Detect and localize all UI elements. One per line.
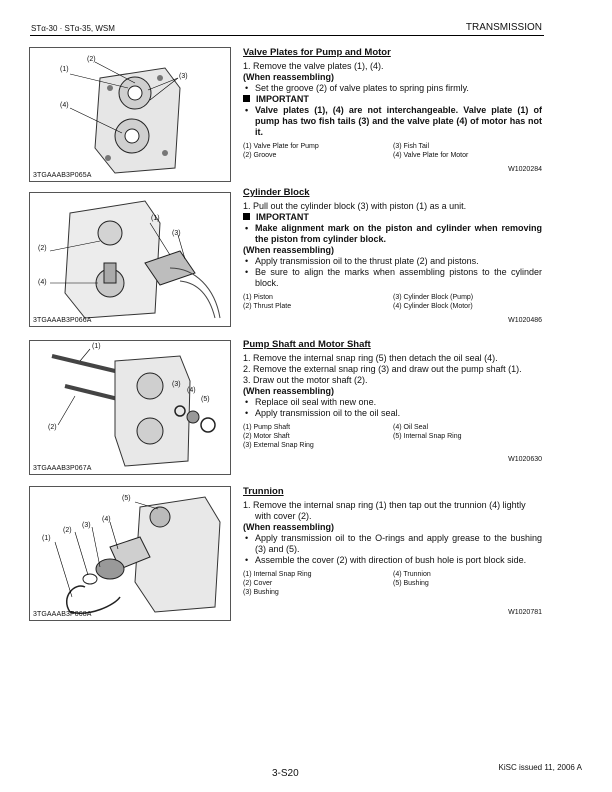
- legend: [243, 423, 542, 450]
- important-label: IMPORTANT: [256, 94, 309, 104]
- callout-1: (1): [60, 66, 69, 73]
- doc-code: W1020781: [508, 609, 542, 616]
- step-2: 2. Remove the external snap ring (3) and draw out the pump shaft (1).: [243, 364, 522, 374]
- section-trunnion: [243, 486, 542, 618]
- doc-code: W1020486: [508, 317, 542, 324]
- step-1: 1. Remove the valve plates (1), (4).: [243, 61, 384, 71]
- callout-2: (2): [87, 56, 96, 63]
- callout-5: (5): [122, 495, 131, 502]
- issue-info: KiSC issued 11, 2006 A: [498, 763, 582, 772]
- callout-3: (3): [82, 522, 91, 529]
- bullet: • Replace oil seal with new one.: [243, 397, 542, 408]
- important-label: IMPORTANT: [256, 212, 309, 222]
- legend-item: (1) Valve Plate for Pump: [243, 143, 319, 150]
- doc-code: W1020284: [508, 166, 542, 173]
- section-title: Trunnion: [243, 486, 284, 497]
- pump-shaft-illustration: [30, 341, 230, 474]
- reassembling-label: (When reassembling): [243, 72, 335, 82]
- bullet: • Apply transmission oil to the thrust plate (2) and pistons.: [243, 256, 542, 267]
- callout-3: (3): [172, 230, 181, 237]
- legend-item: (2) Cover: [243, 580, 273, 587]
- legend-item: (3) Fish Tail: [393, 143, 430, 150]
- legend-item: (4) Trunnion: [393, 571, 431, 578]
- bullet: • Set the groove (2) of valve plates to spring pins firmly.: [243, 83, 542, 94]
- legend-item: (4) Valve Plate for Motor: [393, 152, 469, 159]
- legend: [243, 142, 542, 160]
- section-cylinder-block: [243, 187, 542, 326]
- reassembling-label: (When reassembling): [243, 386, 335, 396]
- callout-2: (2): [38, 245, 47, 252]
- reassembling-label: (When reassembling): [243, 245, 335, 255]
- figure-id: 3TGAAAB3P067A: [33, 465, 92, 472]
- step-1: 1. Remove the internal snap ring (1) then tap out the trunnion (4) lightly with cover (2).: [243, 500, 526, 521]
- legend-item: [393, 588, 543, 597]
- page-number: 3-S20: [272, 768, 299, 779]
- section-title: Cylinder Block: [243, 187, 310, 198]
- legend: [243, 293, 542, 311]
- square-icon: [243, 95, 250, 102]
- header-right: TRANSMISSION: [465, 22, 542, 33]
- legend-item: (3) External Snap Ring: [243, 442, 314, 449]
- callout-3: (3): [179, 73, 188, 80]
- section-valve-plates: [243, 47, 542, 175]
- doc-code: W1020630: [508, 456, 542, 463]
- callout-4: (4): [38, 279, 47, 286]
- reassembling-label: (When reassembling): [243, 522, 335, 532]
- legend-item: (1) Pump Shaft: [243, 424, 291, 431]
- header-rule: [30, 35, 544, 36]
- legend-item: [393, 441, 543, 450]
- important-bullet: • Valve plates (1), (4) are not interchangeable. Valve plate (1) of pump has two fish tails (3) and the valve plate (4) of motor has not it.: [243, 105, 542, 138]
- step-3: 3. Draw out the motor shaft (2).: [243, 375, 368, 385]
- legend-item: (2) Motor Shaft: [243, 433, 290, 440]
- square-icon: [243, 213, 250, 220]
- important-heading: [243, 94, 542, 105]
- legend-item: (2) Groove: [243, 152, 277, 159]
- callout-2: (2): [48, 424, 57, 431]
- header-left: STα-30 · STα-35, WSM: [31, 24, 115, 33]
- section-title: Valve Plates for Pump and Motor: [243, 47, 391, 58]
- section-pump-motor-shaft: [243, 339, 542, 465]
- callout-4: (4): [187, 387, 196, 394]
- figure-id: 3TGAAAB3P065A: [33, 172, 92, 179]
- section-title: Pump Shaft and Motor Shaft: [243, 339, 371, 350]
- important-bullet: • Make alignment mark on the piston and cylinder when removing the piston from cylinder block.: [243, 223, 542, 245]
- figure-id: 3TGAAAB3P068A: [33, 611, 92, 618]
- legend-item: (4) Cylinder Block (Motor): [393, 303, 473, 310]
- callout-1: (1): [92, 343, 101, 350]
- legend-item: (1) Internal Snap Ring: [243, 571, 312, 578]
- legend-item: (1) Piston: [243, 294, 273, 301]
- legend-item: (5) Bushing: [393, 580, 429, 587]
- callout-5: (5): [201, 396, 210, 403]
- legend-item: (3) Cylinder Block (Pump): [393, 294, 474, 301]
- bullet: • Apply transmission oil to the O-rings and apply grease to the bushing (3) and (5).: [243, 533, 542, 555]
- legend-item: (3) Bushing: [243, 589, 279, 596]
- bullet: • Assemble the cover (2) with direction of bush hole is port block side.: [243, 555, 542, 566]
- figure-trunnion: [29, 486, 231, 621]
- legend-item: (2) Thrust Plate: [243, 303, 292, 310]
- callout-1: (1): [42, 535, 51, 542]
- figure-cylinder-block: [29, 192, 231, 327]
- callout-3: (3): [172, 381, 181, 388]
- bullet: • Be sure to align the marks when assembling pistons to the cylinder block.: [243, 267, 542, 289]
- callout-1: (1): [151, 215, 160, 222]
- step-1: 1. Pull out the cylinder block (3) with piston (1) as a unit.: [243, 201, 467, 211]
- figure-valve-plates: [29, 47, 231, 182]
- callout-4: (4): [102, 516, 111, 523]
- callout-4: (4): [60, 102, 69, 109]
- trunnion-illustration: [30, 487, 230, 620]
- bullet: • Apply transmission oil to the oil seal.: [243, 408, 542, 419]
- legend: [243, 570, 542, 597]
- figure-pump-motor-shaft: [29, 340, 231, 475]
- cylinder-block-illustration: [30, 193, 230, 326]
- legend-item: (5) Internal Snap Ring: [393, 433, 462, 440]
- figure-id: 3TGAAAB3P066A: [33, 317, 92, 324]
- important-heading: [243, 212, 542, 223]
- callout-2: (2): [63, 527, 72, 534]
- legend-item: (4) Oil Seal: [393, 424, 429, 431]
- step-1: 1. Remove the internal snap ring (5) then detach the oil seal (4).: [243, 353, 498, 363]
